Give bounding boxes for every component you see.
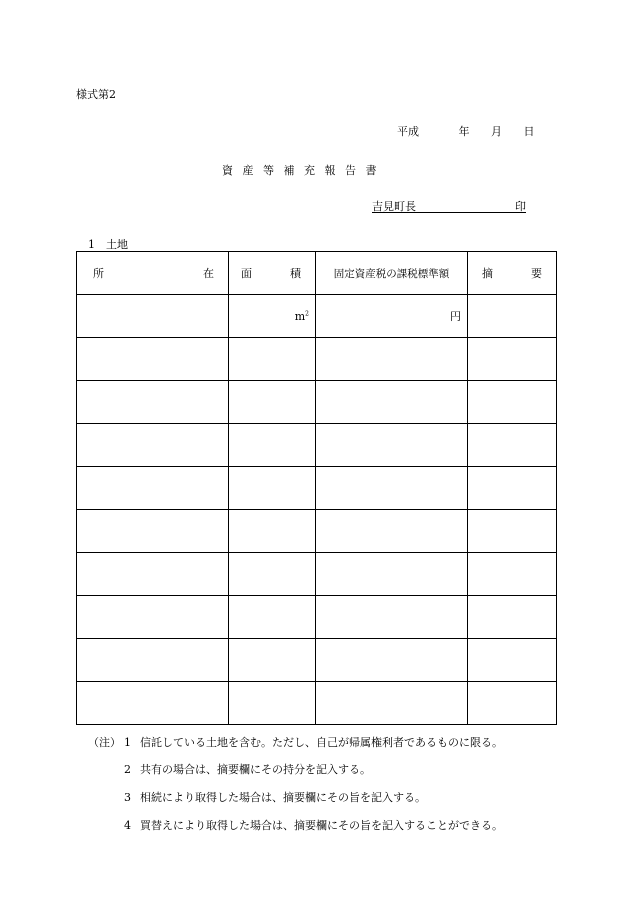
header-area-left: 面 (241, 267, 252, 280)
location-cell[interactable] (77, 424, 229, 467)
location-cell[interactable] (77, 639, 229, 682)
recipient-line (372, 198, 526, 213)
location-cell[interactable] (77, 295, 229, 338)
assessed-value-cell[interactable] (316, 424, 468, 467)
location-cell[interactable] (77, 467, 229, 510)
value-unit: 円 (450, 310, 461, 323)
summary-cell[interactable] (468, 467, 557, 510)
date-month-unit: 月 (491, 125, 502, 138)
table-row (77, 295, 557, 338)
summary-cell[interactable] (468, 338, 557, 381)
assessed-value-cell[interactable] (316, 338, 468, 381)
location-cell[interactable] (77, 381, 229, 424)
summary-cell[interactable] (468, 510, 557, 553)
note-1 (88, 734, 503, 750)
note-number: 4 (124, 819, 131, 832)
area-cell[interactable] (229, 467, 316, 510)
summary-cell[interactable] (468, 682, 557, 725)
area-cell[interactable] (229, 639, 316, 682)
form-number: 様式第2 (76, 88, 116, 101)
area-unit: m (294, 309, 306, 323)
assessed-value-cell[interactable] (316, 467, 468, 510)
summary-cell[interactable] (468, 295, 557, 338)
table-row (77, 424, 557, 467)
table-row (77, 510, 557, 553)
table-row (77, 381, 557, 424)
note-3 (124, 789, 426, 805)
location-cell[interactable] (77, 510, 229, 553)
location-cell[interactable] (77, 553, 229, 596)
note-text: 買替えにより取得した場合は、摘要欄にその旨を記入することができる。 (140, 819, 503, 832)
note-number: 2 (124, 763, 131, 776)
header-summary-left: 摘 (482, 267, 493, 280)
note-text: 共有の場合は、摘要欄にその持分を記入する。 (140, 763, 371, 776)
date-era: 平成 (397, 125, 419, 138)
table-row (77, 639, 557, 682)
table-header-row (77, 252, 557, 295)
area-cell[interactable] (229, 381, 316, 424)
header-summary (468, 252, 557, 295)
table-row (77, 596, 557, 639)
area-cell[interactable] (229, 596, 316, 639)
area-cell[interactable] (229, 424, 316, 467)
header-assessed-value: 固定資産税の課税標準額 (316, 252, 468, 295)
header-area-right: 積 (290, 267, 301, 280)
header-location-left: 所 (93, 267, 104, 280)
area-cell[interactable] (229, 295, 316, 338)
summary-cell[interactable] (468, 639, 557, 682)
area-cell[interactable] (229, 338, 316, 381)
note-number: 1 (124, 736, 131, 749)
note-2 (124, 761, 371, 777)
note-text: 相続により取得した場合は、摘要欄にその旨を記入する。 (140, 791, 426, 804)
date-line (397, 123, 535, 139)
assessed-value-cell[interactable] (316, 639, 468, 682)
location-cell[interactable] (77, 596, 229, 639)
assessed-value-cell[interactable] (316, 510, 468, 553)
section-heading: 1 土地 (88, 238, 128, 251)
location-cell[interactable] (77, 338, 229, 381)
assessed-value-cell[interactable] (316, 381, 468, 424)
assessed-value-cell[interactable] (316, 682, 468, 725)
note-label: （注） (88, 736, 121, 749)
table-row (77, 553, 557, 596)
header-area (229, 252, 316, 295)
area-cell[interactable] (229, 510, 316, 553)
summary-cell[interactable] (468, 596, 557, 639)
summary-cell[interactable] (468, 424, 557, 467)
area-unit-sup: 2 (305, 309, 309, 317)
area-cell[interactable] (229, 682, 316, 725)
summary-cell[interactable] (468, 381, 557, 424)
table-row (77, 338, 557, 381)
table-row (77, 682, 557, 725)
area-cell[interactable] (229, 553, 316, 596)
recipient-name: 吉見町長 (372, 200, 416, 213)
note-4 (124, 817, 503, 833)
date-year-unit: 年 (458, 125, 470, 138)
date-day-unit: 日 (523, 125, 535, 138)
note-number: 3 (124, 791, 131, 804)
table-row (77, 467, 557, 510)
header-location (77, 252, 229, 295)
seal-mark: 印 (515, 200, 526, 213)
document-title: 資産等補充報告書 (222, 164, 386, 177)
land-table (76, 251, 557, 725)
location-cell[interactable] (77, 682, 229, 725)
header-summary-right: 要 (531, 267, 542, 280)
header-location-right: 在 (203, 267, 214, 280)
assessed-value-cell[interactable] (316, 295, 468, 338)
assessed-value-cell[interactable] (316, 596, 468, 639)
assessed-value-cell[interactable] (316, 553, 468, 596)
summary-cell[interactable] (468, 553, 557, 596)
note-text: 信託している土地を含む。ただし、自己が帰属権利者であるものに限る。 (140, 736, 503, 749)
